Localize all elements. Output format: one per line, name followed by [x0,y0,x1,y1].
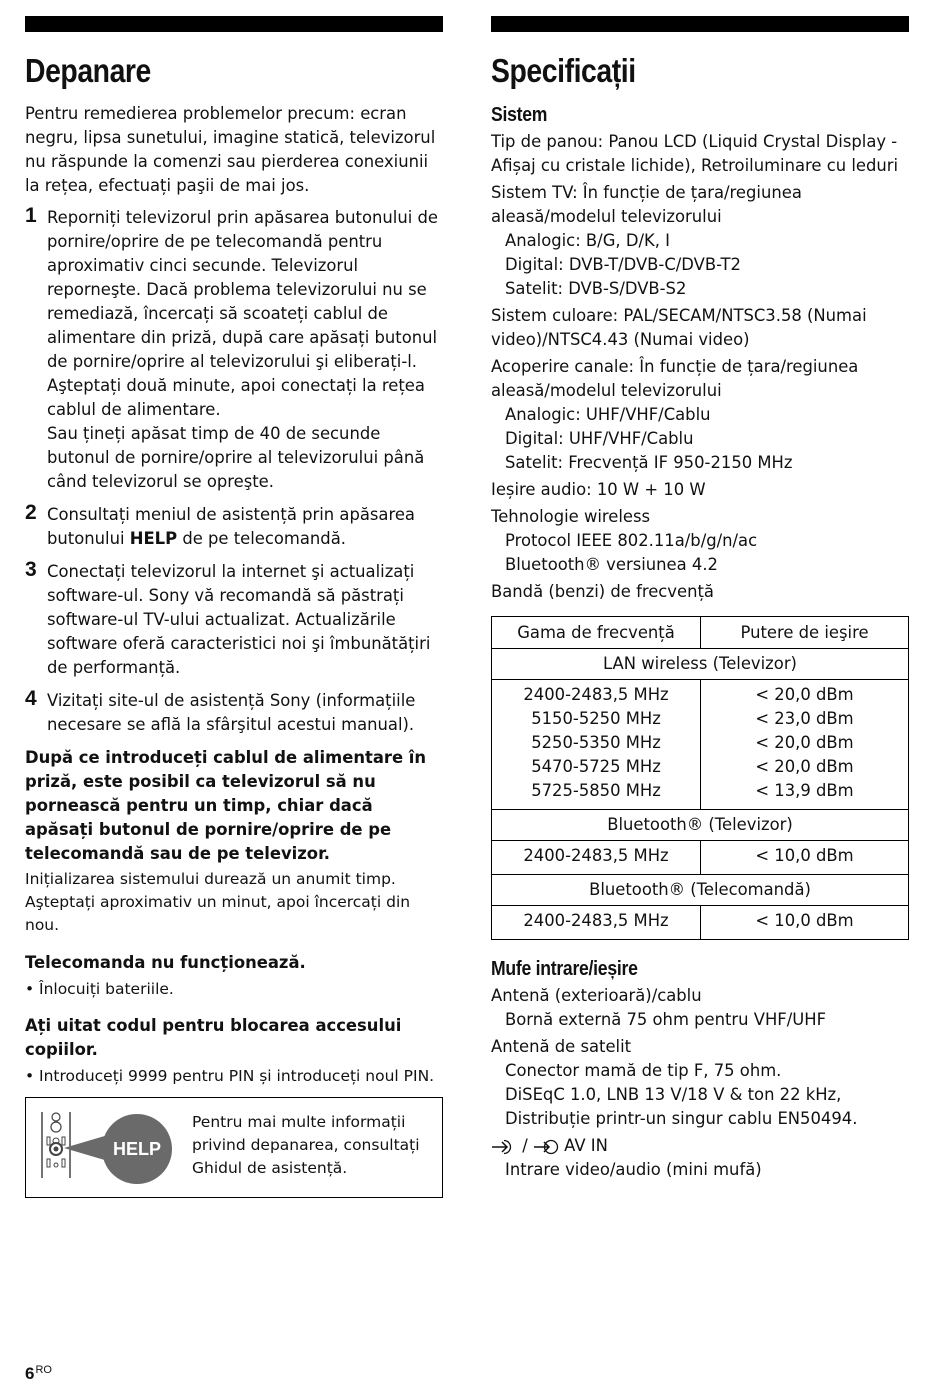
spec-panel: Tip de panou: Panou LCD (Liquid Crystal Display - Afișaj cu cristale lichide), Retroiluminare cu leduri [491,132,899,175]
spec-wireless: Tehnologie wireless [491,507,651,526]
spec-sat-connector: Conector mamă de tip F, 75 ohm. [505,1061,782,1080]
table-row [492,707,909,731]
section-bar [491,16,909,32]
troubleshooting-title: Depanare [25,52,151,89]
table-row [492,680,909,708]
table-cell: < 10,0 dBm [701,841,909,875]
spec-ch-digital: Digital: UHF/VHF/Cablu [505,429,694,448]
table-row [492,841,909,875]
table-group-row [492,875,909,906]
av-separator: / [517,1136,533,1155]
spec-wireless-bt: Bluetooth® versiunea 4.2 [505,555,718,574]
table-cell: 5470-5725 MHz [492,755,701,779]
table-group-row [492,810,909,841]
spec-tv-system: Sistem TV: În funcție de țara/regiunea aleasă/modelul televizorului [491,183,802,226]
table-group-label: Bluetooth® (Televizor) [492,810,909,841]
table-group-label: LAN wireless (Televizor) [492,649,909,680]
section-bar [25,16,443,32]
spec-antenna: Antenă (exterioară)/cablu [491,986,702,1005]
step-number: 2 [25,501,37,524]
step-number: 1 [25,204,37,227]
table-row [492,779,909,810]
step-text-end: de pe telecomandă. [177,529,346,548]
step-text: Conectați televizorul la internet şi actualizați software-ul. Sony vă recomandă să păstrați software-ul TV-ului actualizat. Actualizările software oferă caracteristici noi şi îmbunătățiri de performanță. [47,562,431,677]
help-badge: HELP [102,1114,172,1184]
table-row [492,755,909,779]
table-cell: < 13,9 dBm [701,779,909,810]
note-power-text: Inițializarea sistemului durează un anumit timp. Aşteptați aproximativ un minut, apoi încercați din nou. [25,870,411,934]
step-text: Consultați meniul de asistență prin apăsarea butonului [47,505,415,548]
page-number [25,1364,52,1384]
step-2 [25,503,443,551]
spec-av-in [491,1134,909,1158]
table-group-row [492,649,909,680]
spec-audio-out: Ieșire audio: 10 W + 10 W [491,480,706,499]
help-key-label: HELP [129,529,178,548]
table-cell: < 20,0 dBm [701,755,909,779]
step-4 [25,689,443,737]
step-text: Reporniți televizorul prin apăsarea butonului de pornire/oprire de pe telecomandă pentru aproximativ cinci secunde. Televizorul reporneşte. Dacă problema televizorului nu se remediază, încercați să scoateți cablul de alimentare din priză, după care apăsați butonul de pornire/oprire al televizorului şi eliberați-l. Aşteptați două minute, apoi conectați la rețea cablul de alimentare. [47,208,438,419]
spec-channel-coverage: Acoperire canale: În funcție de țara/regiunea aleasă/modelul televizorului [491,357,859,400]
table-cell: 5150-5250 MHz [492,707,701,731]
spec-tv-satellite: Satelit: DVB-S/DVB-S2 [505,279,687,298]
table-header-cell: Gama de frecvență [492,617,701,649]
help-guide-text: Pentru mai multe informații privind depanarea, consultați Ghidul de asistență. [192,1113,420,1177]
input-arrow-icon [533,1139,559,1155]
av-in-label: AV IN [558,1136,608,1155]
page-language: RO [35,1364,52,1376]
spec-ch-analog: Analogic: UHF/VHF/Cablu [505,405,711,424]
table-cell: 2400-2483,5 MHz [492,906,701,940]
input-arrow-icon [491,1139,517,1155]
spec-wireless-ieee: Protocol IEEE 802.11a/b/g/n/ac [505,531,758,550]
table-cell: < 10,0 dBm [701,906,909,940]
table-cell: < 20,0 dBm [701,680,909,708]
troubleshooting-steps [25,206,443,737]
note-pin-bullet: • Introduceți 9999 pentru PIN și introduceți noul PIN. [25,1066,443,1087]
note-remote-title: Telecomanda nu funcționează. [25,953,306,972]
step-number: 3 [25,558,37,581]
page-number-value: 6 [25,1364,35,1383]
spec-av-detail: Intrare video/audio (mini mufă) [505,1160,762,1179]
spec-antenna-detail: Bornă externă 75 ohm pentru VHF/UHF [505,1010,827,1029]
note-remote-bullet: • Înlocuiți bateriile. [25,979,443,1000]
spec-sat-diseqc: DiSEqC 1.0, LNB 13 V/18 V & ton 22 kHz, [505,1085,842,1104]
spec-sat-distribution: Distribuție printr-un singur cablu EN50494. [505,1109,858,1128]
table-cell: < 23,0 dBm [701,707,909,731]
spec-tv-analog: Analogic: B/G, D/K, I [505,231,670,250]
spec-sat-antenna: Antenă de satelit [491,1037,632,1056]
frequency-table [491,616,909,940]
table-group-label: Bluetooth® (Telecomandă) [492,875,909,906]
spec-ch-satellite: Satelit: Frecvență IF 950-2150 MHz [505,453,793,472]
help-guide-box [25,1097,443,1198]
io-heading: Mufe intrare/ieșire [491,958,638,980]
troubleshooting-intro: Pentru remedierea problemelor precum: ecran negru, lipsa sunetului, imagine statică, televizorul nu răspunde la comenzi sau pierderea conexiunii la rețea, efectuați paşii de mai jos. [25,104,436,195]
specifications-column [491,16,909,1182]
note-pin-title: Ați uitat codul pentru blocarea accesului copiilor. [25,1016,402,1059]
spec-color-system: Sistem culoare: PAL/SECAM/NTSC3.58 (Numai video)/NTSC4.43 (Numai video) [491,306,867,349]
table-cell: < 20,0 dBm [701,731,909,755]
note-power-title: După ce introduceți cablul de alimentare în priză, este posibil ca televizorul să nu pornească pentru un timp, chiar dacă apăsați butonul de pornire/oprire de pe telecomandă sau de pe televizor. [25,748,427,863]
table-header-cell: Putere de ieşire [701,617,909,649]
troubleshooting-column [25,16,443,1198]
table-cell: 2400-2483,5 MHz [492,841,701,875]
spec-tv-digital: Digital: DVB-T/DVB-C/DVB-T2 [505,255,741,274]
table-cell: 2400-2483,5 MHz [492,680,701,708]
specifications-title: Specificații [491,52,636,89]
spec-freq-bands: Bandă (benzi) de frecvență [491,582,714,601]
step-text-extra: Sau țineți apăsat timp de 40 de secunde butonul de pornire/oprire al televizorului până când televizorul se opreşte. [47,424,425,491]
system-heading: Sistem [491,104,548,126]
step-3 [25,560,443,680]
table-cell: 5250-5350 MHz [492,731,701,755]
step-number: 4 [25,687,37,710]
table-cell: 5725-5850 MHz [492,779,701,810]
table-row [492,906,909,940]
table-header-row [492,617,909,649]
step-1 [25,206,443,494]
step-text: Vizitați site-ul de asistență Sony (informațiile necesare se află la sfârşitul acestui manual). [47,691,416,734]
table-row [492,731,909,755]
